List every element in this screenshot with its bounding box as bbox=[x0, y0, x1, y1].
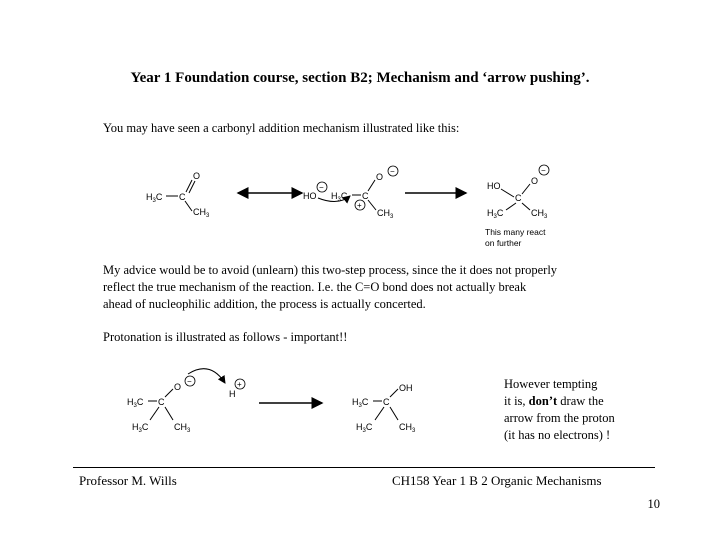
ho-label-2: HO bbox=[303, 191, 317, 201]
ch3-label-5: $CH_3$ bbox=[174, 422, 191, 434]
minus-charge-ho: − bbox=[319, 183, 324, 192]
carbon-label-6: C bbox=[383, 397, 390, 407]
h3c-label-3: $H_3C$ bbox=[487, 208, 504, 220]
minus-charge-o4: − bbox=[187, 377, 192, 386]
oh-label-6: OH bbox=[399, 383, 413, 393]
note-line-4: (it has no electrons) ! bbox=[504, 428, 611, 442]
footer-course: CH158 Year 1 B 2 Organic Mechanisms bbox=[392, 473, 602, 488]
advice-line-3: ahead of nucleophilic addition, the process is actually concerted. bbox=[103, 297, 426, 311]
acetone-structure bbox=[146, 171, 210, 219]
intermediate-structure bbox=[303, 166, 398, 220]
intro-text: You may have seen a carbonyl addition mechanism illustrated like this: bbox=[103, 121, 460, 135]
oxygen-label-4: O bbox=[174, 382, 182, 392]
h3c-label-7: $H_3C$ bbox=[356, 422, 373, 434]
h3c-label-6: $H_3C$ bbox=[352, 397, 369, 409]
ch3-label-3: $CH_3$ bbox=[531, 208, 548, 220]
footer-author: Professor M. Wills bbox=[79, 473, 177, 488]
advice-line-2: reflect the true mechanism of the reaction. I.e. the C=O bond does not actually break bbox=[103, 280, 527, 294]
footer-divider bbox=[73, 467, 655, 468]
carbon-label-4: C bbox=[158, 397, 165, 407]
note-emphasis: don’t bbox=[528, 394, 558, 408]
h3c-label-2: $H_3C$ bbox=[331, 191, 348, 203]
page-number: 10 bbox=[647, 497, 660, 511]
protonation-product bbox=[352, 383, 416, 434]
warning-note bbox=[504, 376, 654, 444]
ch3-label-1: $CH_3$ bbox=[193, 207, 210, 219]
ho-label-3: HO bbox=[487, 181, 501, 191]
note-line-3: arrow from the proton bbox=[504, 411, 615, 425]
carbon-label-2: C bbox=[362, 191, 369, 201]
ch3-label-7: $CH_3$ bbox=[399, 422, 416, 434]
slide-title: Year 1 Foundation course, section B2; Mechanism and ‘arrow pushing’. bbox=[130, 70, 590, 86]
advice-paragraph bbox=[103, 262, 623, 313]
plus-charge-h: + bbox=[237, 380, 242, 389]
react-further-line2: on further bbox=[485, 238, 522, 248]
ch3-label-2: $CH_3$ bbox=[377, 208, 394, 220]
react-further-line1: This many react bbox=[485, 227, 546, 237]
protonation-reactant bbox=[127, 369, 245, 434]
proton-attack-arrow bbox=[188, 369, 225, 383]
proton-label: H bbox=[229, 389, 236, 399]
minus-charge-o3: − bbox=[541, 166, 546, 175]
alkoxide-structure bbox=[485, 165, 549, 248]
advice-line-1: My advice would be to avoid (unlearn) this two-step process, since the it does not properly bbox=[103, 263, 558, 277]
h3c-label-5: $H_3C$ bbox=[132, 422, 149, 434]
note-line-1: However tempting bbox=[504, 377, 598, 391]
oxygen-label-1: O bbox=[193, 171, 201, 181]
carbon-label-1: C bbox=[179, 192, 186, 202]
h3c-label-4: $H_3C$ bbox=[127, 397, 144, 409]
h3c-label-1: $H_3C$ bbox=[146, 192, 163, 204]
minus-charge-o: − bbox=[390, 167, 395, 176]
carbon-label-3: C bbox=[515, 193, 522, 203]
oxygen-label-3: O bbox=[531, 176, 539, 186]
oxygen-label-2: O bbox=[376, 172, 384, 182]
note-line-2: it is, don’t draw the bbox=[504, 394, 604, 408]
protonation-heading: Protonation is illustrated as follows - important!! bbox=[103, 330, 348, 344]
plus-charge-c: + bbox=[357, 201, 362, 210]
